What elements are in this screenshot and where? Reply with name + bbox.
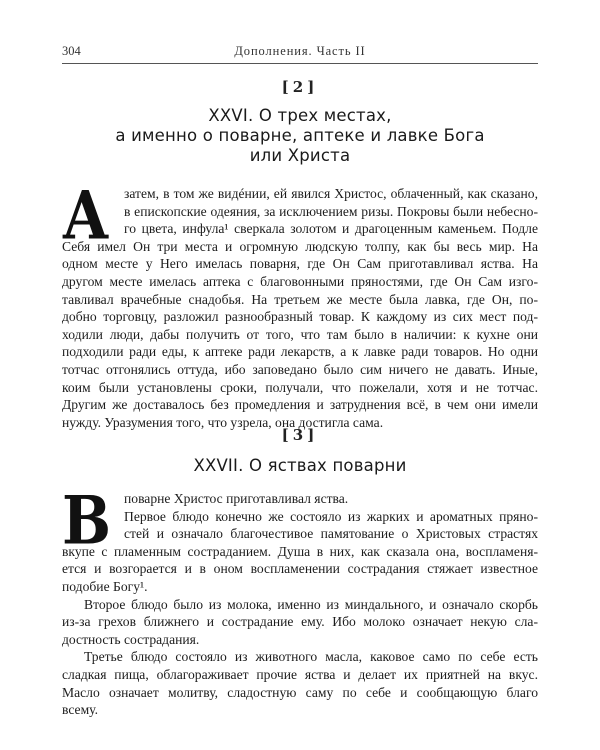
- chapter-title: [0, 456, 600, 476]
- text-line: подходили ради еды, к аптеке ради лекарств, а к лавке ради товаров. Но одни: [62, 344, 538, 360]
- text-line: Себя имел Он три места и огромную людскую толпу, как бы весь мир. На: [62, 238, 538, 254]
- text-line: вкупе с пламенным состраданием. Душа в них, как сказала она, воспламеня-: [62, 543, 538, 559]
- text-line: Масло означает молитву, сладостную саму по себе и сообщающую благо: [62, 684, 538, 700]
- section-number: [2]: [281, 78, 319, 96]
- header-rule: [62, 63, 538, 64]
- text-line: достность сострадания.: [62, 631, 200, 647]
- text-line: стей и означало благочестивое памятование о Христовых страстях: [124, 526, 538, 542]
- drop-cap: А: [62, 176, 110, 255]
- text-line: ется и возгорается и в оном воспламенении сострадания стяжает известное: [62, 561, 538, 577]
- text-line: из-за грехов ближнего и сострадание ему. Ибо молоко означает некую сла-: [62, 614, 538, 630]
- paragraph: [62, 490, 538, 719]
- chapter-title-line: или Христа: [249, 146, 351, 165]
- text-line: нужду. Уразумения того, что узрела, она достигла сама.: [62, 414, 384, 430]
- text-line: Первое блюдо конечно же состояло из жарких и ароматных пряно-: [124, 508, 538, 524]
- chapter-title-line: XXVII. О яствах поварни: [193, 456, 407, 475]
- running-header: [62, 44, 538, 60]
- text-line: поварне Христос приготавливал яства.: [124, 491, 349, 506]
- text-line: Второе блюдо было из молока, именно из миндального, и означало скорбь: [84, 596, 538, 612]
- running-title: Дополнения. Часть II: [234, 44, 366, 58]
- text-line: Третье блюдо состояло из животного масла, каковое само по себе есть: [84, 649, 538, 665]
- text-line: ходили люди, дабы получить от того, что там было в наличии: к кухне они: [62, 326, 538, 342]
- text-line: в епископские одеяния, за исключением ризы. Покровы были небесно-: [124, 203, 538, 219]
- text-line: подобие Богу¹.: [62, 578, 148, 594]
- chapter-title: [0, 106, 600, 166]
- page-number: 304: [62, 44, 81, 58]
- text-line: другом месте имелась аптека с благовонными пряностями, где Он Сам изго-: [62, 273, 538, 289]
- text-line: затем, в том же видéнии, ей явился Христос, облаченный, как сказано,: [124, 186, 538, 201]
- text-line: коим были установлены сроки, получали, что пожелали, хотя и не тотчас.: [62, 379, 538, 395]
- section-number: [3]: [281, 426, 319, 444]
- chapter-title-line: XXVI. О трех местах,: [208, 106, 392, 125]
- text-line: тотчас отгонялись оттуда, ибо заповедано было сим ничего не давать. Иные,: [62, 361, 538, 377]
- chapter-title-line: а именно о поварне, аптеке и лавке Бога: [115, 126, 485, 145]
- drop-cap: В: [62, 481, 112, 560]
- text-line: тавливал врачебные снадобья. На третьем же месте была лавка, где Он, по-: [62, 291, 538, 307]
- paragraph: [62, 185, 538, 431]
- text-line: одном месте у Него имелась поварня, где Он Сам приготавливал яства. На: [62, 256, 538, 272]
- text-line: Другим же доставалось без промедления и затруднения всё, в чем они имели: [62, 397, 538, 413]
- text-line: добно торговцу, разложил разнообразный товар. К каждому из сих мест под-: [62, 309, 538, 325]
- text-line: го цвета, инфула¹ сверкала золотом и драгоценным каменьем. Подле: [124, 221, 538, 237]
- text-line: всему.: [62, 702, 99, 718]
- text-line: сладкая пища, облагораживает прочие яства и делает их приятней на вкус.: [62, 666, 538, 682]
